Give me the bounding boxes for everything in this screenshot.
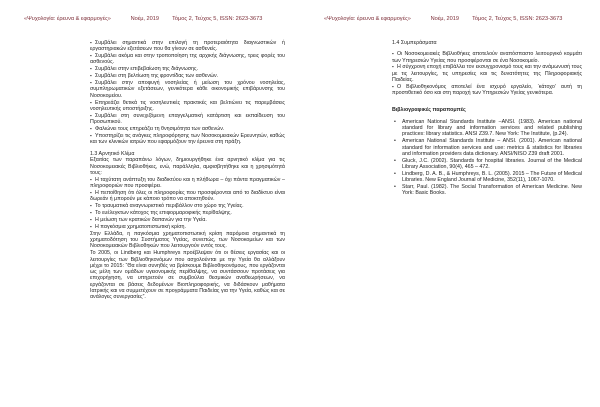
square-bullet-icon: ▪ xyxy=(392,83,394,89)
page-header xyxy=(324,16,590,22)
list-item: ▪ Η ταχύτατη ανάπτυξη του διαδικτύου και η πλήθωρα – όχι πάντα πραγματικών – πληροφοριών που προσφέρει. xyxy=(90,176,285,190)
section-heading: 1.4 Συμπεράσματα xyxy=(392,40,437,46)
list-item: ▪ Η σύγχρονη εποχή επιβάλλει τον εκσυγχρονισμό τους και την ανάμωνυσή τους με τις λειτουργίες, τις υπηρεσίες και τις δυνατότητες της Πληροφοριακής Παιδείας. xyxy=(392,64,582,84)
left-column-text xyxy=(90,40,285,301)
square-bullet-icon: ▪ xyxy=(90,223,92,229)
square-bullet-icon: ▪ xyxy=(90,132,92,138)
square-bullet-icon: ▪ xyxy=(392,51,394,57)
issue-date: Νοέμ, 2019 xyxy=(430,16,459,22)
square-bullet-icon: ▪ xyxy=(90,217,92,223)
list-item: ▪ Το ευέλεγκτων κάτοχος της επιφορμαροφικής περίθαλψης. xyxy=(90,210,232,217)
issue-info: Τόμος 2, Τεύχος 5, ISSN: 2623-3673 xyxy=(472,16,563,22)
list-item: ▪ Συμβάλει στην αποφυγή νοσηλείας ή μείωση του χρόνου νοσηλείας, συμπληρωματικών εξετάσεων, γενικότερα κάθε οικονομικής επιβάρυνσης του Νοσοκομείου. xyxy=(90,80,285,99)
paragraph: Στην Ελλάδα, η παγκόσμια χρηματοπιστωτική κρίση παρόμοια σημαντικά τη χρηματοδότηση του Συστήματος Υγείας, συνεπώς, των Νοσοκομείων και των Νοσοκομειακών Βιβλιοθηκών που λειτουργούν εντός τους. xyxy=(90,230,285,250)
right-column-text xyxy=(392,40,582,197)
square-bullet-icon: ▪ xyxy=(90,80,92,86)
list-item: ▪ Συμβάλει στην επιβεβαίωση της διάγνωσης. xyxy=(90,66,199,73)
square-bullet-icon: ▪ xyxy=(90,40,92,45)
list-item: ▪ Συμβάλει στη συνεχιζόμενη επαγγελματική κατάρτιση και εκπαίδευση του Προσωπικού. xyxy=(90,112,285,126)
list-item: ▪ Φαλιώνει τους επηρεάζει τη θνησιμότητα των ασθενών. xyxy=(90,126,225,133)
list-item: ▪ Υποστηρίζει τις ανάγκες πληροφόρησης των Νοσοκομειακών Ερευνητών, καθώς και των κλινικών ιατρών που εφαρμόζουν την έρευνα στη πράξη. xyxy=(90,132,285,146)
square-bullet-icon: ▪ xyxy=(90,99,92,105)
reference-item: • Gluck, J.C. (2002). Standards for hospital libraries. Journal of the Medical Library Association, 90(4), 465 – 472. xyxy=(402,158,582,171)
reference-item: • Starr, Paul. (1982). The Social Transformation of American Medicine. New York: Basic Books. xyxy=(402,184,582,197)
square-bullet-icon: ▪ xyxy=(90,73,92,79)
square-bullet-icon: ▪ xyxy=(90,203,92,209)
square-bullet-icon: ▪ xyxy=(90,66,92,72)
list-item: ▪ Συμβάλει σημαντικά στην επιλογή τη προτεραιότητα διαγνωστικών ή εργαστηριακών εξετάσεων που θα γίνουν σε ασθενείς. xyxy=(90,40,285,53)
square-bullet-icon: ▪ xyxy=(90,210,92,216)
square-bullet-icon: ▪ xyxy=(90,53,92,59)
list-item: ▪ Το τραυματικά αναγνωριστικό περιβάλλον στο χώρο της Υγείας. xyxy=(90,203,244,210)
list-item: ▪ Ο Βιβλιοθηκονόμος αποτελεί ένα ισχυρό εργαλείο, ‘κάτοχο’ αυτή τη προστιθετικό όσο και στη παροχή των Υπηρεσιών Υγείας γενικότερα. xyxy=(392,83,582,97)
references-list xyxy=(392,119,582,197)
right-page xyxy=(300,0,600,407)
journal-title: «Ψυχολογία: έρευνα & εφαρμογές» xyxy=(324,16,411,22)
list-item: ▪ Η παγκόσμια χρηματοπιστωτική κρίση. xyxy=(90,223,186,230)
reference-item: • American National Standards Institute – ANSI. (2001). American national standard for information services and use: metrics & statistics for libraries and information providers data dictionary. ANSI/NISO Z39 draft 2001. xyxy=(402,138,582,157)
paragraph: Το 2005, οι Lindberg και Humphreys προέβλεψαν ότι οι θέσεις εργασίας και οι λειτουργίες των Βιβλιοθηκονόμων που ασχολούνται με την Υγεία θα αλλάξουν μέχρι το 2015: “Θα είναι συνηθές να βρίσκουμε Βιβλιοθηκονόμους, που εργάζονται ως μέλη των ομάδων υγειονομικής περίθαλψης, να συντάσσουν προτάσεις για επιχορήγηση, να υπηρετούν σε συμβούλια θεσμικών αναθεωρήσεων, να εργάζονται σε βάσεις δεδομένων Βιοπληροφορικής, να διδάσκουν μαθήματα Ιατρικής και να συμμετέχουν σε προγράμματα Παιδείας για την Υγεία, καθώς και σε ανάλογες συνεργασίες”. xyxy=(90,250,285,301)
square-bullet-icon: ▪ xyxy=(90,190,92,196)
journal-title: «Ψυχολογία: έρευνα & εφαρμογές» xyxy=(24,16,111,22)
list-item: ▪ Η πεποίθηση ότι όλες οι πληροφορίες που προσφέρονται από το διαδίκτυο είναι δωρεάν ή μπορούν με κάποιο τρόπο να αποκτηθούν. xyxy=(90,190,285,203)
square-bullet-icon: ▪ xyxy=(90,176,92,182)
issue-date: Νοέμ, 2019 xyxy=(130,16,159,22)
issue-info: Τόμος 2, Τεύχος 5, ISSN: 2623-3673 xyxy=(172,16,263,22)
reference-item: • Lindberg, D. A. B., & Humphreys, B. L. (2005). 2015 – The Future of Medical Libraries. New England Journal of Medicine, 352(11), 1067-1070. xyxy=(402,171,582,184)
list-item: ▪ Η μείωση των κρατικών δαπανών για την Υγεία. xyxy=(90,217,207,224)
reference-item: • American National Standards Institute –ANSI. (1983). American national standard for library and information services and related publishing practices: library statistics. ANSI Z39.7. New York: The Institute, (p.24). xyxy=(402,119,582,138)
square-bullet-icon: ▪ xyxy=(90,126,92,132)
list-item: ▪ Οι Νοσοκομειακές Βιβλιοθήκες αποτελούν αναπόσπαστο λειτουργικό κομμάτι των Υπηρεσιών Υγείας που προσφέρονται σε ένα Νοσοκομείο. xyxy=(392,51,582,64)
list-item: ▪ Επηρεάζει θετικά τις νοσηλευτικές πρακτικές και βελτιώνει τις παρεμβάσεις νοσηλευτικής υποστήριξης. xyxy=(90,99,285,112)
list-item: ▪ Συμβάλει στη βελτίωση της φροντίδας των ασθενών. xyxy=(90,73,219,80)
list-item: ▪ Συμβάλει ακόμα και στην τροποποίηση της αρχικής διάγνωσης, τρεις φορές του ασθενούς. xyxy=(90,53,285,66)
references-heading: Βιβλιογραφικές παραπομπές xyxy=(392,106,466,113)
page-header xyxy=(24,16,290,22)
square-bullet-icon: ▪ xyxy=(392,64,394,70)
section-heading: 1.3 Αρνητικό Κλίμα xyxy=(90,150,135,157)
paragraph: Εξαιτίας των παραπάνω λόγων, δημιουργήθηκε ένα αρνητικό κλίμα για τις Νοσοκομειακές Βιβλιοθήκες, ενώ, παράλληλα, αμφισβητήθηκε και η χρησιμότητά τους: xyxy=(90,157,285,176)
square-bullet-icon: ▪ xyxy=(90,112,92,118)
